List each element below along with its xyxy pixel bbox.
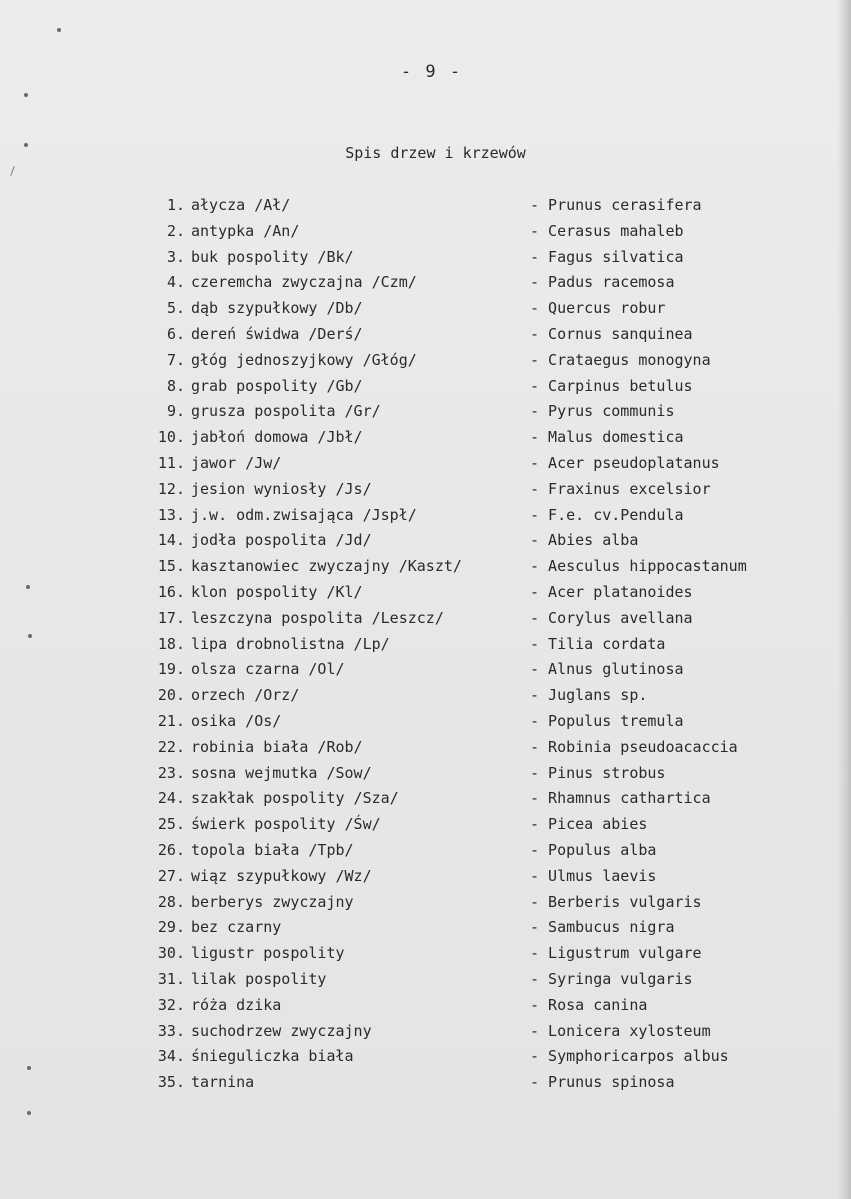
item-number: 3. — [166, 247, 185, 266]
polish-name: osika /Os/ — [191, 711, 282, 730]
item-number: 6. — [166, 324, 185, 343]
list-item — [0, 504, 851, 530]
polish-name: orzech /Orz/ — [191, 686, 300, 705]
polish-name: j.w. odm.zwisająca /Jspł/ — [191, 505, 417, 524]
latin-name: - Cerasus mahaleb — [530, 221, 684, 240]
latin-name: - Sambucus nigra — [530, 918, 675, 937]
latin-name: - Acer pseudoplatanus — [530, 453, 720, 472]
latin-name: - Fagus silvatica — [530, 247, 684, 266]
polish-name: antypka /An/ — [191, 221, 300, 240]
item-number: 10. — [157, 428, 185, 447]
list-item — [0, 555, 851, 581]
polish-name: robinia biała /Rob/ — [191, 737, 363, 756]
list-item — [0, 994, 851, 1020]
polish-name: jawor /Jw/ — [191, 453, 282, 472]
polish-name: topola biała /Tpb/ — [191, 840, 354, 859]
list-item — [0, 271, 851, 297]
polish-name: grusza pospolita /Gr/ — [191, 402, 381, 421]
latin-name: - F.e. cv.Pendula — [530, 505, 684, 524]
polish-name: ligustr pospolity — [191, 944, 345, 963]
latin-name: - Acer platanoides — [530, 582, 693, 601]
polish-name: jodła pospolita /Jd/ — [191, 531, 372, 550]
item-number: 13. — [157, 505, 185, 524]
item-number: 29. — [157, 918, 185, 937]
punch-hole-mark — [24, 93, 28, 97]
list-item — [0, 194, 851, 220]
polish-name: buk pospolity /Bk/ — [191, 247, 354, 266]
item-number: 20. — [157, 686, 185, 705]
list-item — [0, 607, 851, 633]
latin-name: - Carpinus betulus — [530, 376, 693, 395]
item-number: 4. — [166, 273, 185, 292]
latin-name: - Prunus spinosa — [530, 1073, 675, 1092]
polish-name: szakłak pospolity /Sza/ — [191, 789, 399, 808]
list-item — [0, 684, 851, 710]
item-number: 30. — [157, 944, 185, 963]
list-item — [0, 968, 851, 994]
item-number: 27. — [157, 866, 185, 885]
item-number: 24. — [157, 789, 185, 808]
polish-name: berberys zwyczajny — [191, 892, 354, 911]
latin-name: - Aesculus hippocastanum — [530, 557, 747, 576]
list-item — [0, 633, 851, 659]
item-number: 16. — [157, 582, 185, 601]
item-number: 9. — [166, 402, 185, 421]
polish-name: klon pospolity /Kl/ — [191, 582, 363, 601]
item-number: 34. — [157, 1047, 185, 1066]
list-item — [0, 787, 851, 813]
item-number: 26. — [157, 840, 185, 859]
item-number: 1. — [166, 196, 185, 214]
polish-name: leszczyna pospolita /Leszcz/ — [191, 608, 444, 627]
polish-name: świerk pospolity /Św/ — [191, 815, 381, 834]
latin-name: - Populus alba — [530, 840, 657, 859]
polish-name: dąb szypułkowy /Db/ — [191, 299, 363, 318]
latin-name: - Ligustrum vulgare — [530, 944, 702, 963]
latin-name: - Rhamnus cathartica — [530, 789, 711, 808]
latin-name: - Lonicera xylosteum — [530, 1021, 711, 1040]
polish-name: jabłoń domowa /Jbł/ — [191, 428, 363, 447]
list-item — [0, 220, 851, 246]
latin-name: - Prunus cerasifera — [530, 196, 702, 214]
item-number: 23. — [157, 763, 185, 782]
polish-name: czeremcha zwyczajna /Czm/ — [191, 273, 417, 292]
item-number: 21. — [157, 711, 185, 730]
latin-name: - Corylus avellana — [530, 608, 693, 627]
page-title: Spis drzew i krzewów — [345, 144, 526, 162]
item-number: 32. — [157, 995, 185, 1014]
list-item — [0, 426, 851, 452]
latin-name: - Abies alba — [530, 531, 639, 550]
polish-name: olsza czarna /Ol/ — [191, 660, 345, 679]
latin-name: - Pinus strobus — [530, 763, 666, 782]
item-number: 7. — [166, 350, 185, 369]
item-number: 35. — [157, 1073, 185, 1092]
polish-name: kasztanowiec zwyczajny /Kaszt/ — [191, 557, 462, 576]
polish-name: głóg jednoszyjkowy /Głóg/ — [191, 350, 417, 369]
list-item — [0, 839, 851, 865]
latin-name: - Berberis vulgaris — [530, 892, 702, 911]
latin-name: - Tilia cordata — [530, 634, 666, 653]
list-item — [0, 323, 851, 349]
list-item — [0, 297, 851, 323]
paper-mark — [57, 28, 61, 32]
latin-name: - Alnus glutinosa — [530, 660, 684, 679]
list-item — [0, 865, 851, 891]
item-number: 14. — [157, 531, 185, 550]
polish-name: suchodrzew zwyczajny — [191, 1021, 372, 1040]
species-list — [0, 194, 851, 1097]
latin-name: - Padus racemosa — [530, 273, 675, 292]
list-item — [0, 942, 851, 968]
punch-hole-mark — [27, 1111, 31, 1115]
item-number: 33. — [157, 1021, 185, 1040]
latin-name: - Quercus robur — [530, 299, 666, 318]
page-number: - 9 - — [400, 62, 463, 82]
item-number: 12. — [157, 479, 185, 498]
latin-name: - Malus domestica — [530, 428, 684, 447]
latin-name: - Crataegus monogyna — [530, 350, 711, 369]
list-item — [0, 658, 851, 684]
list-item — [0, 1071, 851, 1097]
polish-name: śnieguliczka biała — [191, 1047, 354, 1066]
latin-name: - Fraxinus excelsior — [530, 479, 711, 498]
list-item — [0, 581, 851, 607]
list-item — [0, 1045, 851, 1071]
list-item — [0, 916, 851, 942]
item-number: 15. — [157, 557, 185, 576]
list-item — [0, 1020, 851, 1046]
latin-name: - Rosa canina — [530, 995, 648, 1014]
latin-name: - Populus tremula — [530, 711, 684, 730]
list-item — [0, 246, 851, 272]
list-item — [0, 478, 851, 504]
polish-name: jesion wyniosły /Js/ — [191, 479, 372, 498]
item-number: 25. — [157, 815, 185, 834]
item-number: 5. — [166, 299, 185, 318]
polish-name: sosna wejmutka /Sow/ — [191, 763, 372, 782]
latin-name: - Robinia pseudoacaccia — [530, 737, 738, 756]
polish-name: wiąz szypułkowy /Wz/ — [191, 866, 372, 885]
item-number: 19. — [157, 660, 185, 679]
latin-name: - Cornus sanquinea — [530, 324, 693, 343]
list-item — [0, 529, 851, 555]
item-number: 17. — [157, 608, 185, 627]
list-item — [0, 452, 851, 478]
polish-name: róża dzika — [191, 995, 282, 1014]
item-number: 2. — [166, 221, 185, 240]
polish-name: grab pospolity /Gb/ — [191, 376, 363, 395]
list-item — [0, 891, 851, 917]
item-number: 28. — [157, 892, 185, 911]
polish-name: lilak pospolity — [191, 969, 327, 988]
latin-name: - Pyrus communis — [530, 402, 675, 421]
list-item — [0, 710, 851, 736]
item-number: 31. — [157, 969, 185, 988]
polish-name: lipa drobnolistna /Lp/ — [191, 634, 390, 653]
list-item — [0, 375, 851, 401]
latin-name: - Syringa vulgaris — [530, 969, 693, 988]
item-number: 22. — [157, 737, 185, 756]
item-number: 11. — [157, 453, 185, 472]
list-item — [0, 762, 851, 788]
list-item — [0, 736, 851, 762]
item-number: 18. — [157, 634, 185, 653]
item-number: 8. — [166, 376, 185, 395]
list-item — [0, 813, 851, 839]
paper-mark — [10, 166, 14, 176]
latin-name: - Juglans sp. — [530, 686, 648, 705]
latin-name: - Picea abies — [530, 815, 648, 834]
polish-name: bez czarny — [191, 918, 282, 937]
list-item — [0, 349, 851, 375]
latin-name: - Symphoricarpos albus — [530, 1047, 729, 1066]
latin-name: - Ulmus laevis — [530, 866, 657, 885]
polish-name: ałycza /Ał/ — [191, 196, 291, 214]
polish-name: tarnina — [191, 1073, 255, 1092]
polish-name: dereń świdwa /Derś/ — [191, 324, 363, 343]
list-item — [0, 400, 851, 426]
